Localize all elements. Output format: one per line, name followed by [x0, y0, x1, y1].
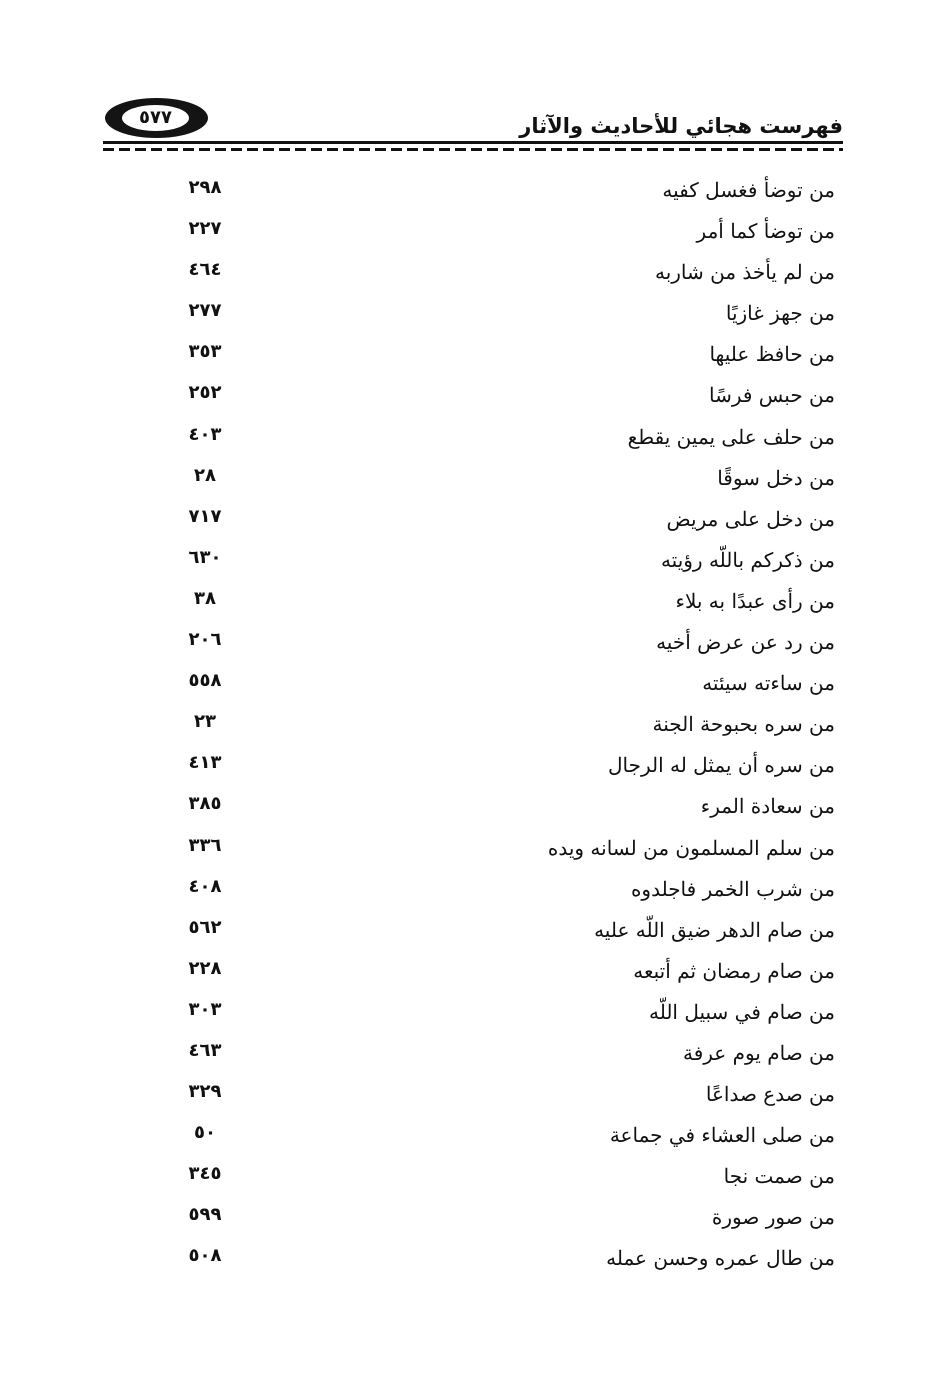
- index-entry: [0, 828, 945, 869]
- entry-text: من سعادة المرء: [700, 794, 835, 819]
- entry-text: من دخل على مريض: [666, 506, 835, 531]
- entry-text: من توضأ كما أمر: [696, 219, 835, 244]
- entry-page-number: ٢٧٧: [188, 300, 222, 322]
- index-entry: [0, 1074, 945, 1115]
- index-entry: [0, 581, 945, 622]
- index-entry: [0, 663, 945, 704]
- entry-text: من دخل سوقًا: [717, 465, 835, 490]
- index-entry: [0, 1156, 945, 1197]
- index-entry: [0, 458, 945, 499]
- entry-page-number: ٣٢٩: [188, 1081, 222, 1103]
- index-entry: [0, 1197, 945, 1238]
- entry-text: من لم يأخذ من شاربه: [654, 260, 835, 285]
- entry-text: من صدع صداعًا: [705, 1082, 835, 1107]
- entry-page-number: ٣٨٥: [188, 793, 222, 815]
- index-entry: [0, 1115, 945, 1156]
- index-entry: [0, 622, 945, 663]
- entry-text: من طال عمره وحسن عمله: [606, 1246, 835, 1271]
- index-entry: [0, 334, 945, 375]
- entry-page-number: ٥٠: [194, 1122, 216, 1144]
- index-entry: [0, 252, 945, 293]
- entry-page-number: ٥٦٢: [188, 916, 222, 938]
- entry-text: من ساءته سيئته: [702, 671, 835, 696]
- index-entry: [0, 745, 945, 786]
- page-number: ٥٧٧: [122, 105, 189, 131]
- index-entry: [0, 540, 945, 581]
- index-entry: [0, 375, 945, 416]
- entry-page-number: ٣٥٣: [188, 341, 222, 363]
- entry-page-number: ٧١٧: [188, 505, 222, 527]
- index-entry: [0, 951, 945, 992]
- index-entry: [0, 869, 945, 910]
- entry-text: من ذكركم باللّه رؤيته: [660, 547, 835, 572]
- entry-text: من سره بحبوحة الجنة: [652, 712, 835, 737]
- index-entry: [0, 1033, 945, 1074]
- entry-text: من توضأ فغسل كفيه: [662, 178, 835, 202]
- index-entry: [0, 211, 945, 252]
- entry-page-number: ٤٠٨: [188, 875, 222, 897]
- entry-page-number: ٢٥٢: [188, 382, 222, 404]
- entry-page-number: ٢٢٨: [188, 957, 222, 979]
- entry-text: من شرب الخمر فاجلدوه: [630, 876, 835, 901]
- page-number-badge: [105, 98, 208, 138]
- entry-text: من رد عن عرض أخيه: [656, 630, 835, 655]
- entry-page-number: ٥٠٨: [188, 1245, 222, 1267]
- entry-page-number: ٤٠٣: [188, 423, 222, 445]
- index-entry: [0, 499, 945, 540]
- entry-text: من صام رمضان ثم أتبعه: [633, 958, 835, 983]
- entry-text: من صور صورة: [711, 1205, 835, 1230]
- entry-page-number: ٢٠٦: [188, 629, 222, 651]
- entry-text: من صمت نجا: [723, 1164, 835, 1189]
- entry-page-number: ٣٤٥: [188, 1163, 222, 1185]
- entry-text: من جهز غازيًا: [725, 301, 835, 326]
- header-rule-dashed: [103, 148, 843, 151]
- entry-page-number: ٢٣: [194, 711, 216, 733]
- index-list: [0, 170, 945, 1280]
- index-entry: [0, 786, 945, 827]
- index-entry: [0, 992, 945, 1033]
- entry-text: من صلى العشاء في جماعة: [609, 1123, 835, 1148]
- entry-text: من حلف على يمين يقطع: [627, 424, 835, 449]
- entry-page-number: ٣٠٣: [188, 998, 222, 1020]
- entry-text: من حافظ عليها: [709, 342, 835, 367]
- entry-text: من سلم المسلمون من لسانه ويده: [547, 835, 835, 860]
- entry-page-number: ٣٣٦: [188, 834, 222, 856]
- entry-text: من صام الدهر ضيق اللّه عليه: [594, 917, 835, 942]
- index-entry: [0, 293, 945, 334]
- header-rule-solid: [103, 141, 843, 144]
- entry-page-number: ٦٣٠: [188, 546, 222, 568]
- entry-text: من سره أن يمثل له الرجال: [607, 753, 835, 778]
- entry-text: من حبس فرسًا: [709, 383, 835, 408]
- entry-page-number: ٤١٣: [188, 752, 222, 774]
- index-entry: [0, 1238, 945, 1279]
- entry-page-number: ٤٦٣: [188, 1039, 222, 1061]
- entry-page-number: ٣٨: [194, 587, 216, 609]
- entry-page-number: ٢٩٨: [188, 177, 222, 198]
- entry-text: من صام يوم عرفة: [682, 1040, 835, 1065]
- index-entry: [0, 910, 945, 951]
- index-entry: [0, 417, 945, 458]
- entry-page-number: ٥٩٩: [188, 1204, 222, 1226]
- index-entry: [0, 170, 945, 211]
- entry-page-number: ٤٦٤: [188, 259, 222, 281]
- entry-page-number: ٢٢٧: [188, 218, 222, 240]
- index-entry: [0, 704, 945, 745]
- entry-page-number: ٢٨: [194, 464, 216, 486]
- entry-page-number: ٥٥٨: [188, 670, 222, 692]
- entry-text: من صام في سبيل اللّه: [648, 999, 835, 1024]
- running-title: فهرست هجائي للأحاديث والآثار: [519, 114, 843, 138]
- page-header: [103, 96, 843, 158]
- entry-text: من رأى عبدًا به بلاء: [675, 588, 835, 613]
